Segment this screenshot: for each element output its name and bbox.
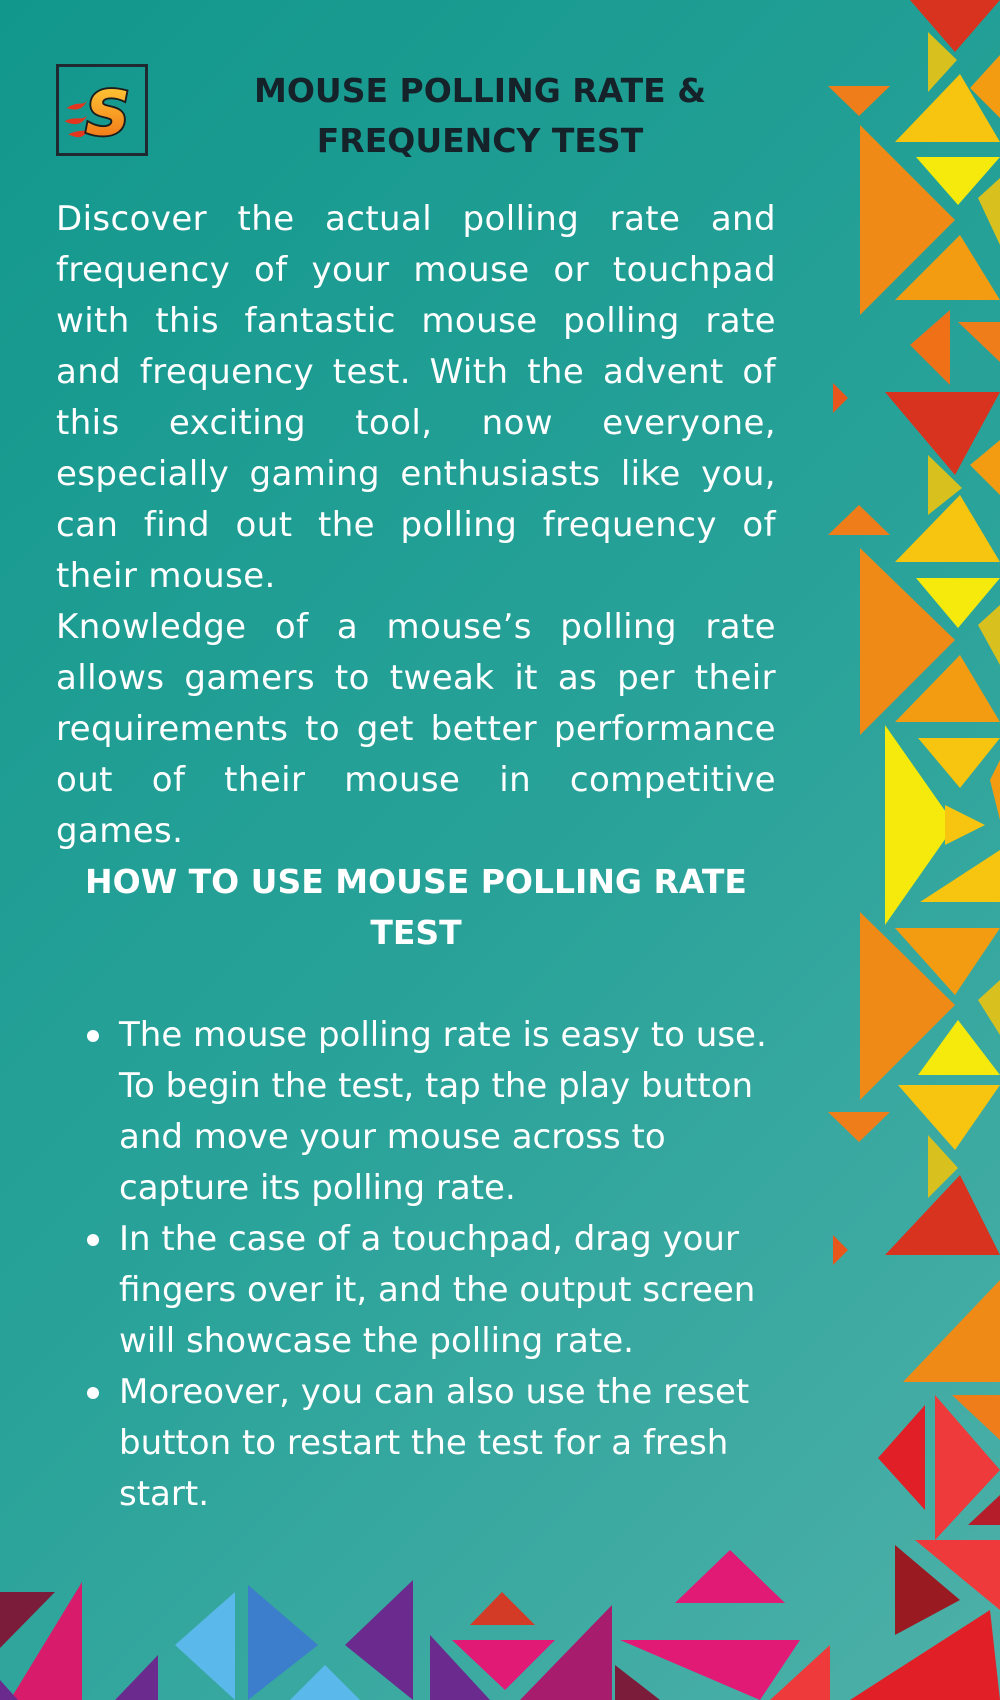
- deco-triangle: [345, 1580, 413, 1700]
- intro-paragraph-1: Discover the actual polling rate and frequency of your mouse or touchpad with this fantastic mouse polling rate and frequency test. With the advent of this exciting tool, now everyone, especially gaming enthusiasts like you, can find out the polling frequency of their mouse.: [56, 199, 776, 596]
- list-item: [84, 1214, 774, 1367]
- list-item: [84, 1367, 774, 1520]
- deco-triangle: [903, 1280, 1000, 1382]
- title-line-1: MOUSE POLLING RATE &: [254, 71, 706, 110]
- bullet-icon: [87, 1030, 99, 1042]
- deco-triangle: [910, 310, 950, 385]
- deco-triangle: [828, 505, 890, 535]
- deco-triangle: [828, 86, 890, 116]
- how-to-heading-line-2: TEST: [370, 913, 462, 952]
- deco-triangle: [885, 1175, 1000, 1255]
- deco-triangle: [968, 1495, 1000, 1525]
- deco-triangle: [833, 383, 848, 413]
- deco-triangle: [978, 605, 1000, 665]
- deco-triangle: [978, 980, 1000, 1035]
- deco-triangle: [918, 738, 1000, 788]
- deco-triangle: [895, 495, 1000, 562]
- deco-triangle: [0, 1680, 18, 1700]
- flaming-s-logo-icon: [59, 67, 145, 153]
- page-title: [210, 66, 750, 166]
- deco-triangle: [615, 1665, 660, 1700]
- step-text: In the case of a touchpad, drag your fingers over it, and the output screen will showcase the polling rate.: [119, 1219, 756, 1361]
- deco-triangle: [175, 1592, 235, 1700]
- right-border-triangles: [828, 0, 1000, 1700]
- deco-triangle: [878, 1405, 925, 1510]
- deco-triangle: [945, 805, 985, 845]
- logo-letter: S: [85, 77, 130, 150]
- deco-triangle: [990, 760, 1000, 820]
- deco-triangle: [833, 1235, 848, 1265]
- deco-triangle: [958, 322, 1000, 362]
- bullet-icon: [87, 1387, 99, 1399]
- deco-triangle: [850, 1610, 1000, 1700]
- deco-triangle: [675, 1550, 785, 1603]
- site-logo: [56, 64, 148, 156]
- deco-triangle: [978, 178, 1000, 245]
- deco-triangle: [0, 1592, 55, 1648]
- list-item: [84, 1010, 774, 1214]
- intro-section: [56, 194, 776, 857]
- bottom-border-triangles: [0, 1550, 830, 1700]
- step-text: The mouse polling rate is easy to use. To begin the test, tap the play button and move your mouse across to capture its polling rate.: [119, 1015, 767, 1208]
- deco-triangle: [828, 1112, 890, 1142]
- how-to-steps-list: [84, 1010, 774, 1520]
- title-line-2: FREQUENCY TEST: [316, 121, 644, 160]
- deco-triangle: [970, 440, 1000, 495]
- how-to-heading-line-1: HOW TO USE MOUSE POLLING RATE: [85, 862, 747, 901]
- deco-triangle: [290, 1665, 360, 1700]
- bullet-icon: [87, 1234, 99, 1246]
- deco-triangle: [115, 1655, 158, 1700]
- intro-paragraph-2: Knowledge of a mouse’s polling rate allows gamers to tweak it as per their requirements to get better performance out of their mouse in competitive games.: [56, 607, 776, 851]
- how-to-heading: [56, 856, 776, 958]
- step-text: Moreover, you can also use the reset button to restart the test for a fresh start.: [119, 1372, 750, 1514]
- deco-triangle: [470, 1592, 535, 1625]
- deco-triangle: [910, 0, 1000, 52]
- deco-triangle: [898, 1085, 1000, 1150]
